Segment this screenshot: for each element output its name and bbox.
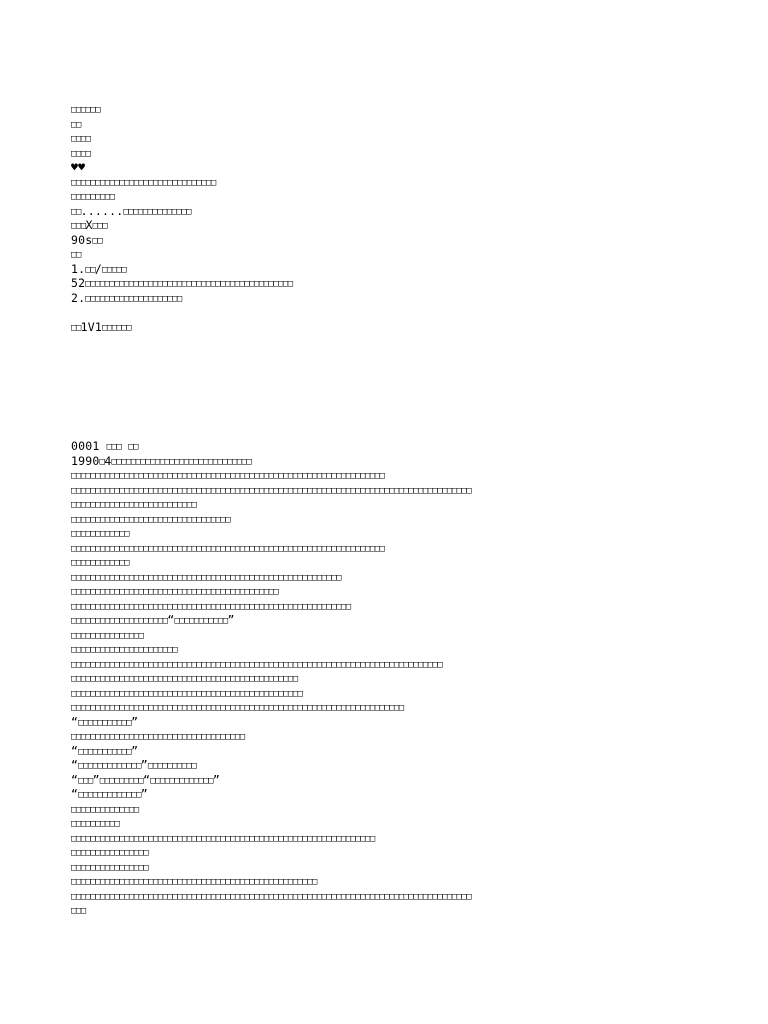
missing-glyph-run: □□□□□□□□□□□□□□□□□□□□□□□□□□□□□□□□□□□□□□□□□□□□□□□	[71, 674, 298, 684]
missing-glyph-run: □□□□□□□□□□□□□□□□	[71, 862, 149, 873]
missing-glyph-run: □□□□□	[102, 264, 127, 275]
chapter-line	[71, 686, 731, 701]
missing-glyph-run: □□□□□□□□□□□□□□□□□□□□□□□□□□□□□□□□□□□□□□□□□□□□□□□□□□□□□□□□□□□□□□□□□	[71, 471, 385, 481]
missing-glyph-run: □□□□□□□□□□□□□□□□□□□□□□□□□□□□□□□□□□□□□□□□□□□□□□□□□□□	[71, 877, 317, 887]
missing-glyph-run: □□□□□□□□□□	[71, 819, 120, 829]
missing-glyph-run: □□□□□□□□□	[99, 775, 144, 786]
intro-line	[71, 117, 731, 132]
missing-glyph-run: □□□□□□□□□□□□□□	[71, 804, 139, 815]
missing-glyph-run: □□	[92, 235, 103, 246]
text-run: X	[85, 218, 93, 232]
missing-glyph-run: □□	[71, 206, 81, 217]
chapter-line	[71, 889, 731, 904]
missing-glyph-run: □□□□□□□□□□□□□□□□□□□□□□□□□□□□□	[111, 456, 252, 467]
missing-glyph-run: □□	[71, 250, 81, 260]
missing-glyph-run: □□□□□□□□□□□□□□□□□□□□□□□□□□□□□□□□□□□□□□□□□□□	[85, 279, 293, 289]
missing-glyph-run: □□□□□□□□□□□□□□□□□□□□□□□□□□	[71, 500, 197, 510]
intro-line	[71, 262, 731, 277]
text-run: 0001	[71, 439, 107, 453]
chapter-line	[71, 613, 731, 628]
missing-glyph-run: □□□□□□□□□□□□□□	[123, 206, 191, 217]
missing-glyph-run: □□□□□□□□□□□□□□□□□□□□□□□□□□□□□□□□□	[71, 514, 231, 525]
missing-glyph-run: □□□□□□	[102, 322, 131, 333]
chapter-line	[71, 700, 731, 715]
intro-line	[71, 175, 731, 190]
missing-glyph-run: □□□□□□□□□□□□□	[78, 790, 141, 800]
missing-glyph-run: □□□□□□□□□□□□□□□□□□□□□□□□□□□□□□□□□□□□□□□□□□□	[71, 587, 279, 597]
chapter-line	[71, 497, 731, 512]
text-run: “	[71, 743, 79, 758]
chapter-line	[71, 860, 731, 875]
missing-glyph-run: □□□□□□□□□□□□□□□□□□□□□□□□□□□□□□□□□□□□□□□□□□□□□□□□□□□□□□□□□□□□□□□	[71, 833, 375, 844]
text-run: ”	[131, 714, 139, 729]
missing-glyph-run: □□□□□□□□□□□□□□□□□□□□□□□□□□□□□□□□□□□□	[71, 732, 245, 742]
missing-glyph-run: □□□□	[71, 134, 91, 144]
missing-glyph-run: □□□□□□□□□□□□□□□□□□□□	[85, 293, 182, 304]
text-run: ”	[92, 772, 100, 787]
intro-line	[71, 233, 731, 248]
missing-glyph-run: □□□□□□□□□□□□□□□□□□□□□□□□□□□□□□□□□□□□□□□□□□□□□□□□□□□□□□□□□□□□□□□□□□□□□	[71, 703, 404, 713]
chapter-line	[71, 541, 731, 556]
missing-glyph-run: □	[99, 456, 105, 467]
chapter-line	[71, 642, 731, 657]
text-run: 4	[104, 453, 112, 468]
missing-glyph-run: □□□	[106, 442, 122, 452]
chapter-line	[71, 729, 731, 744]
intro-line	[71, 160, 731, 175]
text-run: ......	[80, 203, 124, 218]
chapter-line	[71, 671, 731, 686]
chapter-line	[71, 787, 731, 802]
chapter-line	[71, 584, 731, 599]
text-run: 1990	[71, 453, 100, 468]
chapter-line	[71, 439, 731, 454]
missing-glyph-run: □□□	[78, 775, 93, 786]
missing-glyph-run: □□□□□□□□□□□□□□□□□□□□□□□□□□□□□□□□□□□□□□□□□□□□□□□□□□□□□□□□□□□□□□□□□	[71, 543, 385, 554]
missing-glyph-run: □□□□□□	[71, 105, 100, 115]
missing-glyph-run: □□□	[71, 221, 86, 231]
intro-line	[71, 218, 731, 233]
text-run: 1.	[71, 261, 86, 276]
missing-glyph-run: □□□□□□□□□□□□□□□□□□□□□□□□□□□□□□□□□□□□□□□□□□□□□□□□	[71, 688, 303, 699]
missing-glyph-run: □□□□□□□□□□□□□□□	[71, 630, 144, 641]
intro-line	[71, 102, 731, 117]
intro-line	[71, 305, 731, 320]
missing-glyph-run: □□	[128, 442, 138, 452]
text-run: “	[71, 772, 79, 787]
missing-glyph-run: □□	[71, 322, 81, 333]
text-run: 2.	[71, 290, 86, 305]
text-run: ”	[140, 758, 148, 772]
text-run: ”	[212, 772, 220, 787]
chapter-line	[71, 874, 731, 889]
chapter-line	[71, 483, 731, 498]
missing-glyph-run: □□□□□□□□□□□□□□□□□□□□□□□□□□□□□□□□□□□□□□□□□□□□□□□□□□□□□□□□	[71, 572, 341, 583]
missing-glyph-run: □□□□□□□□□□□□□□□□□□□□	[71, 616, 168, 626]
missing-glyph-run: □□□□□□□□□□□□□□□□□□□□□□□□□□□□□□□□□□□□□□□□□□□□□□□□□□□□□□□□□□□□□□□□□□□□□□□□□□□□□□□□□□□	[71, 891, 471, 902]
chapter-line	[71, 715, 731, 730]
missing-glyph-run: □□□□□□□□□□□□□□□□□□□□□□	[71, 645, 178, 655]
chapter-line	[71, 802, 731, 817]
intro-line	[71, 247, 731, 262]
missing-glyph-run: □□□□□□□□□	[71, 192, 115, 202]
missing-glyph-run: □□□□□□□□□□□□□	[150, 775, 213, 786]
chapter-line	[71, 526, 731, 541]
intro-line	[71, 146, 731, 161]
intro-line	[71, 131, 731, 146]
missing-glyph-run: □□□□□□□□□□□□□	[78, 761, 141, 771]
chapter-line	[71, 845, 731, 860]
intro-line	[71, 189, 731, 204]
chapter-line	[71, 744, 731, 759]
text-run: “	[71, 714, 79, 729]
text-run: “	[143, 772, 151, 787]
missing-glyph-run: □□□□□□□□□□□□□□□□□□□□□□□□□□□□□□□□□□□□□□□□□□□□□□□□□□□□□□□□□□□□□□□□□□□□□□□□□□□□□	[71, 659, 443, 670]
chapter-section	[71, 439, 731, 918]
chapter-line	[71, 657, 731, 672]
missing-glyph-run: □□□□□□□□□□	[147, 761, 197, 771]
text-run: /	[94, 261, 103, 276]
text-run: “	[71, 787, 79, 801]
intro-line	[71, 204, 731, 219]
missing-glyph-run: □□□□□□□□□□□	[174, 616, 228, 626]
chapter-line	[71, 831, 731, 846]
intro-line	[71, 276, 731, 291]
chapter-line	[71, 816, 731, 831]
chapter-line	[71, 903, 731, 918]
chapter-line	[71, 512, 731, 527]
text-run: ”	[140, 787, 148, 801]
chapter-line	[71, 599, 731, 614]
missing-glyph-run: □□	[85, 264, 95, 275]
intro-line	[71, 291, 731, 306]
text-run: “	[167, 613, 175, 627]
missing-glyph-run: □□□□□□□□□□□	[78, 746, 132, 757]
intro-section	[71, 102, 731, 334]
missing-glyph-run: □□□	[71, 906, 86, 916]
missing-glyph-run: □□□□	[71, 148, 91, 159]
text-run: ”	[227, 613, 235, 627]
chapter-line	[71, 454, 731, 469]
chapter-line	[71, 468, 731, 483]
text-run: 1V1	[80, 319, 103, 334]
missing-glyph-run: □□□□□□□□□□□□□□□□□□□□□□□□□□□□□□	[71, 177, 216, 188]
intro-line	[71, 320, 731, 335]
chapter-line	[71, 628, 731, 643]
missing-glyph-run: □□□□□□□□□□□□□□□□□□□□□□□□□□□□□□□□□□□□□□□□□□□□□□□□□□□□□□□□□□□□□□□□□□□□□□□□□□□□□□□□□□□	[71, 485, 471, 496]
chapter-line	[71, 758, 731, 773]
text-run: “	[71, 758, 79, 772]
chapter-line	[71, 773, 731, 788]
chapter-line	[71, 570, 731, 585]
missing-glyph-run: □□□□□□□□□□□□	[71, 529, 129, 539]
missing-glyph-run: □□□	[92, 221, 108, 231]
text-run: 52	[71, 276, 86, 290]
missing-glyph-run: □□	[71, 119, 81, 130]
chapter-line	[71, 555, 731, 570]
text-run: ♥♥	[71, 160, 86, 174]
missing-glyph-run: □□□□□□□□□□□	[78, 717, 132, 728]
missing-glyph-run: □□□□□□□□□□□□□□□□	[71, 848, 149, 858]
missing-glyph-run: □□□□□□□□□□□□	[71, 558, 129, 568]
missing-glyph-run: □□□□□□□□□□□□□□□□□□□□□□□□□□□□□□□□□□□□□□□□□□□□□□□□□□□□□□□□□□	[71, 601, 351, 612]
text-run: ”	[131, 743, 139, 758]
text-run: 90s	[71, 232, 93, 247]
